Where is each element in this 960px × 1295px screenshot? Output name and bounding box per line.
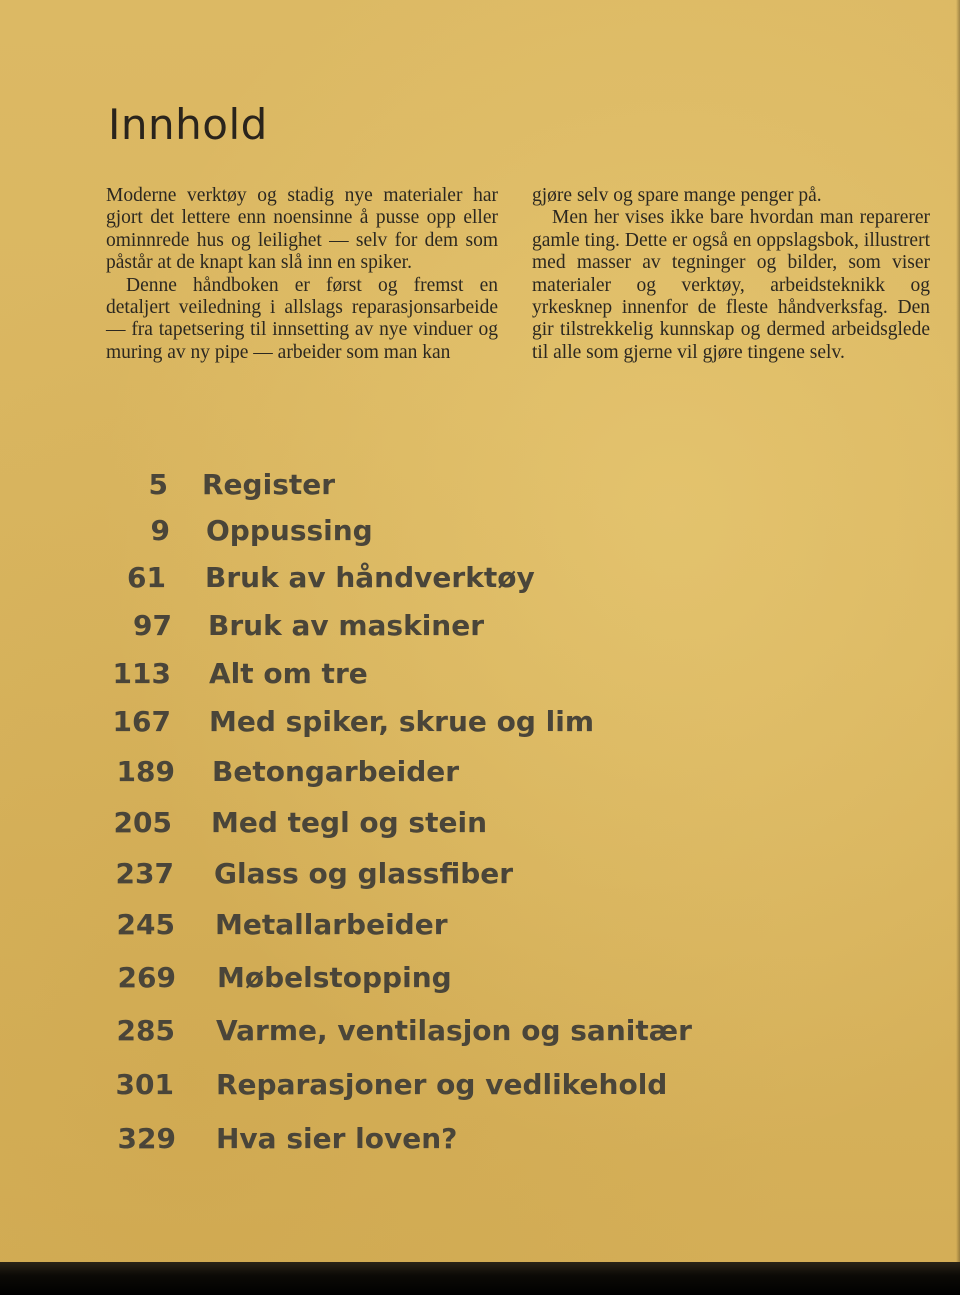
toc-page-number: 269 [117, 961, 176, 994]
toc-title: Metallarbeider [215, 908, 448, 941]
toc-page-number: 167 [112, 705, 171, 738]
toc-page-number: 237 [115, 857, 174, 890]
toc-page-number: 205 [113, 806, 172, 839]
toc-title: Alt om tre [209, 657, 368, 690]
toc-title: Med spiker, skrue og lim [209, 705, 595, 738]
toc-page-number: 329 [117, 1122, 176, 1155]
toc-title: Bruk av håndverktøy [205, 561, 535, 594]
toc-title: Bruk av maskiner [208, 609, 485, 642]
toc-title: Register [202, 468, 336, 501]
toc-page-number: 5 [148, 468, 168, 501]
toc-title: Møbelstopping [217, 961, 452, 994]
toc-page-number: 97 [133, 609, 172, 642]
toc-title: Betongarbeider [212, 755, 460, 788]
intro-paragraph: gjøre selv og spare mange penger på. [532, 185, 822, 206]
toc-page-number: 61 [127, 561, 166, 594]
intro-paragraph: Denne håndboken er først og fremst en detaljert veiledning i allslags reparasjonsarbeide — fra tapetsering til innsetting av nye vinduer og muring av ny pipe — arbeider som man kan [106, 274, 498, 363]
toc-page-number: 9 [150, 514, 170, 547]
toc-page-number: 245 [116, 908, 175, 941]
intro-paragraph: Men her vises ikke bare hvordan man reparerer gamle ting. Dette er også en oppslagsbok, illustrert med masser av tegninger og bilder, som viser materialer og verktøy, arbeidsteknikk og yrkesknep innenfor de fleste håndverksfag. Den gir tilstrekkelig kunnskap og dermed arbeidsglede til alle som gjerne vil gjøre tingene selv. [532, 207, 930, 363]
toc-page-number: 189 [116, 755, 175, 788]
toc-page-number: 301 [115, 1068, 174, 1101]
toc-title: Oppussing [206, 514, 373, 547]
toc-title: Hva sier loven? [216, 1122, 458, 1155]
page-title: Innhold [108, 100, 268, 149]
toc-page-number: 285 [116, 1014, 175, 1047]
toc-title: Varme, ventilasjon og sanitær [216, 1014, 692, 1047]
intro-paragraph: Moderne verktøy og stadig nye materialer har gjort det lettere enn noensinne å pusse opp eller ominnrede hus og leilighet — selv for dem som påstår at de knapt kan slå inn en spiker. [106, 185, 498, 274]
toc-title: Glass og glassfiber [214, 857, 514, 890]
toc-title: Reparasjoner og vedlikehold [216, 1068, 668, 1101]
toc-title: Med tegl og stein [211, 806, 488, 839]
background-edge [0, 1262, 960, 1295]
page-edge-shadow [956, 0, 960, 1265]
toc-page-number: 113 [112, 657, 171, 690]
